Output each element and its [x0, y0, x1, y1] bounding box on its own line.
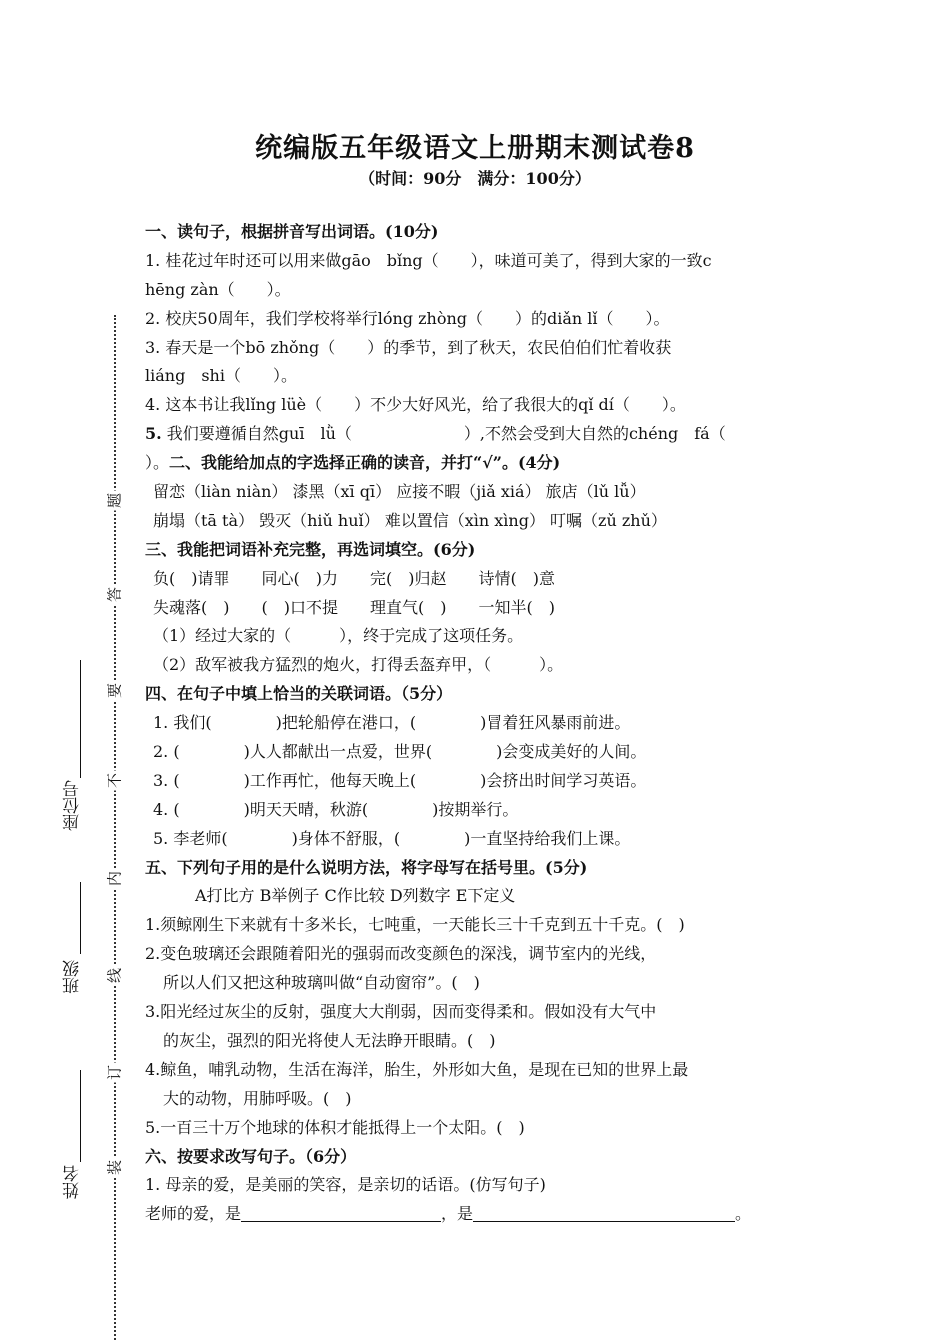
question-line: 2. 校庆50周年，我们学校将举行lóng zhòng（ ）的diǎn lǐ（ ）。 — [145, 308, 670, 328]
question-text: 我们要遵循自然guī lǜ（ ）,不然会受到大自然的chéng fá（ — [161, 424, 726, 444]
question-line: 5.一百三十万个地球的体积才能抵得上一个太阳。( ) — [145, 1117, 525, 1137]
question-line — [145, 449, 815, 478]
question-line: 4. 这本书让我lǐng lüè（ ）不少大好风光，给了我很大的qǐ dí（ ）。 — [145, 395, 686, 415]
binding-char: 线 — [104, 966, 125, 986]
seat-number-blank[interactable] — [80, 660, 81, 778]
options-line: A打比方 B举例子 C作比较 D列数字 E下定义 — [195, 886, 516, 906]
question-line: 大的动物，用肺呼吸。( ) — [163, 1088, 352, 1108]
question-line: 2.变色玻璃还会跟随着阳光的强弱而改变颜色的深浅，调节室内的光线， — [145, 944, 657, 964]
question-line — [145, 420, 815, 449]
question-line: 的灰尘，强烈的阳光将使人无法睁开眼睛。( ) — [163, 1030, 496, 1050]
question-line: （1）经过大家的（ ），终于完成了这项任务。 — [153, 626, 524, 646]
question-line: 负( )请罪 同心( )力 完( )归赵 诗情( )意 — [153, 568, 555, 588]
binding-char: 订 — [104, 1063, 125, 1083]
binding-char: 题 — [104, 491, 125, 511]
section5-heading: 五、下列句子用的是什么说明方法，将字母写在括号里。(5分) — [145, 857, 588, 877]
question-line: 3.阳光经过灰尘的反射，强度大大削弱，因而变得柔和。假如没有大气中 — [145, 1002, 657, 1022]
question-line: 4.鲸鱼，哺乳动物，生活在海洋，胎生，外形如大鱼，是现在已知的世界上最 — [145, 1059, 689, 1079]
question-line: hēng zàn（ ）。 — [145, 279, 291, 299]
question-line: 1. 桂花过年时还可以用来做gāo bǐng（ ），味道可美了，得到大家的一致c — [145, 250, 712, 270]
question-line: 2. ( )人人都献出一点爱，世界( )会变成美好的人间。 — [153, 742, 647, 762]
page-title: 统编版五年级语文上册期末测试卷8 — [255, 133, 695, 164]
exam-content — [145, 218, 815, 1229]
question-line: 3. 春天是一个bō zhǒng（ ）的季节，到了秋天，农民伯伯们忙着收获 — [145, 337, 672, 357]
section3-heading: 三、我能把词语补充完整，再选词填空。(6分) — [145, 539, 476, 559]
question-line: 1. 我们( )把轮船停在港口，( )冒着狂风暴雨前进。 — [153, 713, 631, 733]
seat-number-label: 座位号 — [63, 780, 83, 831]
section4-heading: 四、在句子中填上恰当的关联词语。（5分） — [145, 684, 453, 704]
section2-heading: 二、我能给加点的字选择正确的读音，并打“√”。(4分) — [169, 453, 561, 473]
answer-suffix: 。 — [735, 1204, 752, 1224]
answer-prefix: 老师的爱，是 — [145, 1204, 242, 1224]
class-label: 班级 — [63, 960, 83, 994]
question-line: 留恋（liàn niàn） 漆黑（xī qī） 应接不暇（jiǎ xiá） 旅店（lǔ lǚ） — [153, 482, 646, 502]
question-line: 所以人们又把这种玻璃叫做“自动窗帘”。( ) — [163, 973, 480, 993]
question-line: 失魂落( ) ( )口不提 理直气( ) 一知半( ) — [153, 597, 555, 617]
question-line: 4. ( )明天天晴，秋游( )按期举行。 — [153, 799, 519, 819]
binding-char: 要 — [104, 681, 125, 701]
name-label: 姓名 — [63, 1165, 83, 1199]
question-line: 3. ( )工作再忙，他每天晚上( )会挤出时间学习英语。 — [153, 770, 647, 790]
binding-char: 装 — [104, 1158, 125, 1178]
answer-middle: ，是 — [441, 1204, 474, 1224]
answer-blank-2[interactable] — [473, 1203, 735, 1222]
question-line: 5. 李老师( )身体不舒服，( )一直坚持给我们上课。 — [153, 828, 631, 848]
binding-char: 不 — [104, 771, 125, 791]
question-line: liáng shi（ ）。 — [145, 366, 297, 386]
section1-heading: 一、读句子，根据拼音写出词语。(10分) — [145, 222, 439, 241]
name-blank[interactable] — [80, 1070, 81, 1162]
binding-char: 内 — [104, 869, 125, 889]
binding-dotted-line — [114, 315, 116, 1340]
question-line: （2）敌军被我方猛烈的炮火，打得丢盔弃甲，（ ）。 — [153, 655, 564, 675]
answer-blank-1[interactable] — [241, 1203, 441, 1222]
page-subtitle: （时间：90分 满分：100分） — [359, 169, 591, 188]
question-number: 5. — [145, 424, 162, 444]
class-blank[interactable] — [80, 882, 81, 954]
binding-char: 答 — [104, 585, 125, 605]
question-text: ）。 — [145, 453, 170, 473]
question-line: 1. 母亲的爱，是美丽的笑容，是亲切的话语。(仿写句子) — [145, 1175, 546, 1195]
question-line: 1.须鲸刚生下来就有十多米长，七吨重，一天能长三十千克到五十千克。( ) — [145, 915, 685, 935]
question-line: 崩塌（tā tà） 毁灭（hiǔ huǐ） 难以置信（xìn xìng） 叮嘱（zǔ zhǔ） — [153, 510, 667, 530]
answer-line — [145, 1200, 815, 1229]
section6-heading: 六、按要求改写句子。（6分） — [145, 1146, 357, 1166]
